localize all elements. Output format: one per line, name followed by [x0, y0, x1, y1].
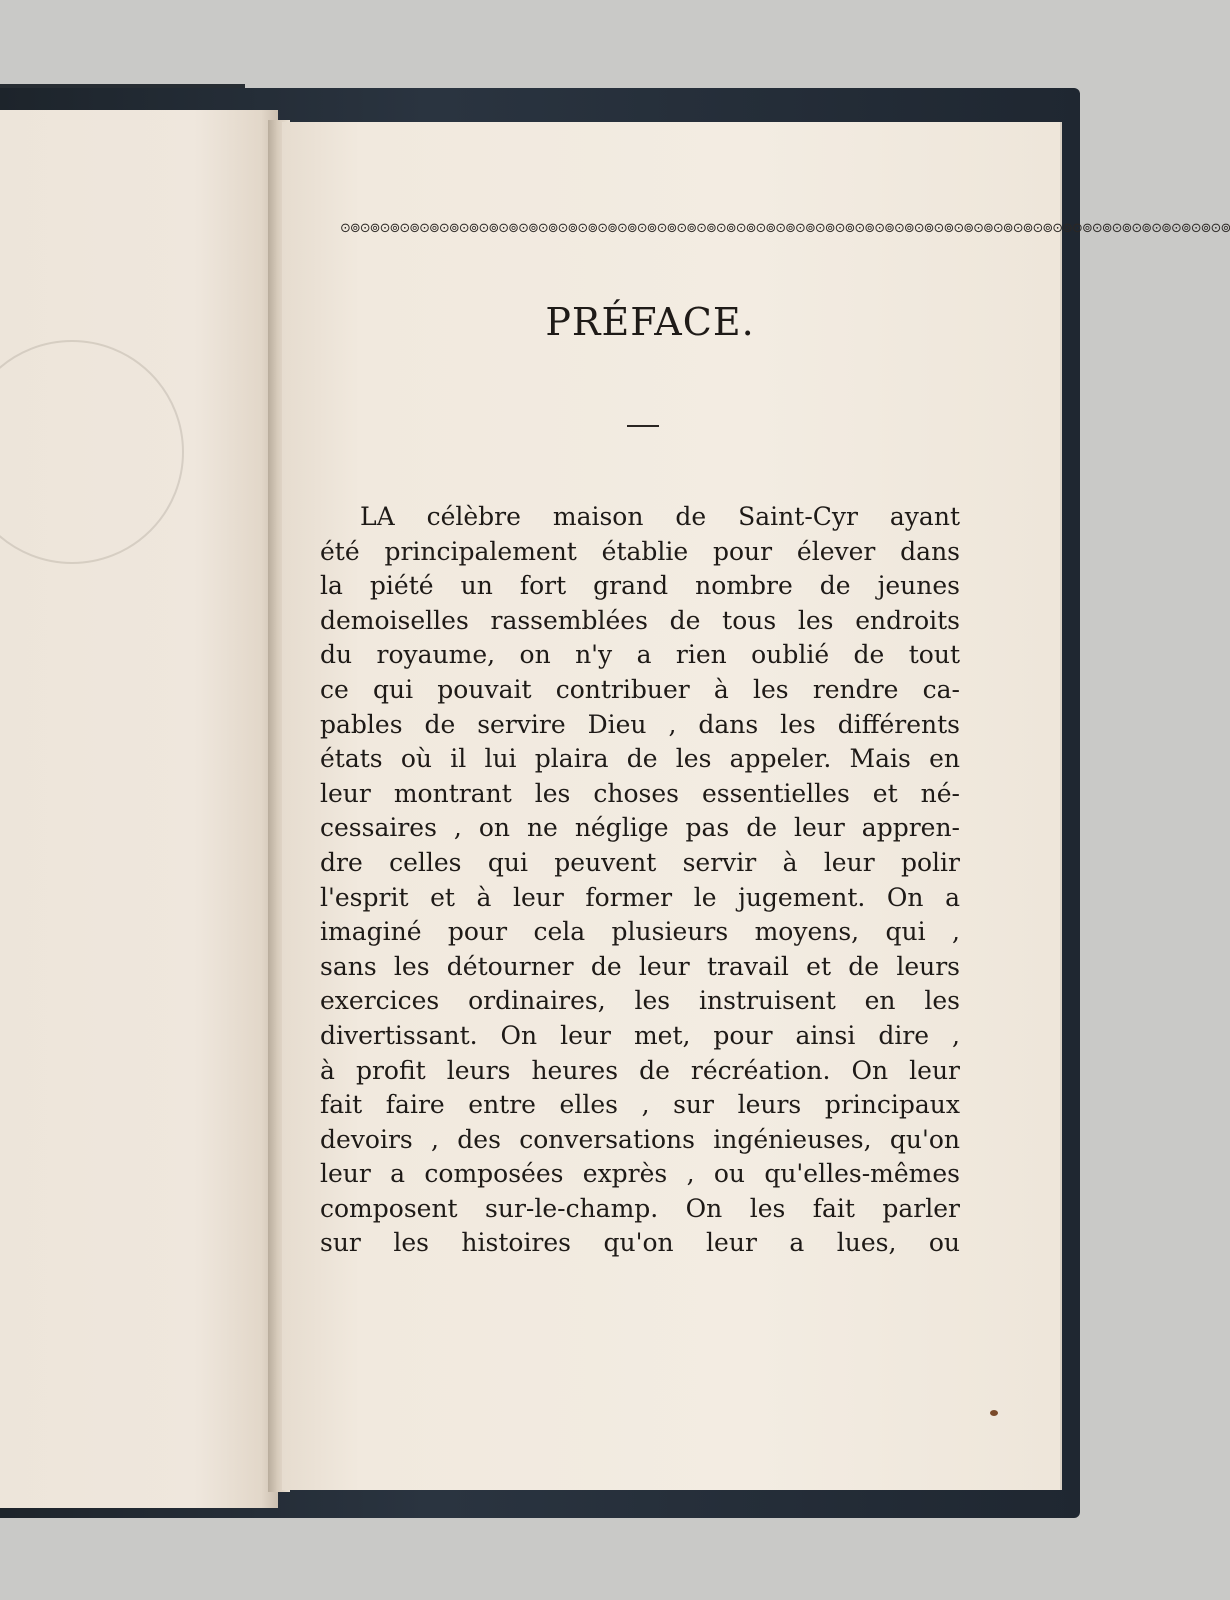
text-line: leur a composées exprès , ou qu'elles-mêmes — [320, 1159, 960, 1189]
text-line: composent sur-le-champ. On les fait parler — [320, 1193, 960, 1223]
text-line: imaginé pour cela plusieurs moyens, qui , — [320, 917, 960, 947]
text-line: leur montrant les choses essentielles et né- — [320, 778, 960, 808]
text-line: l'esprit et à leur former le jugement. On a — [320, 882, 960, 912]
text-line: devoirs , des conversations ingénieuses, qu'on — [320, 1124, 960, 1154]
text-line: sur les histoires qu'on leur a lues, ou — [320, 1228, 960, 1258]
title-rule — [627, 425, 659, 427]
text-line: du royaume, on n'y a rien oublié de tout — [320, 640, 960, 670]
text-line: demoiselles rassemblées de tous les endroits — [320, 605, 960, 635]
preface-text — [320, 500, 960, 1261]
page-title: PRÉFACE. — [545, 300, 755, 344]
bleed-through-seal — [0, 340, 184, 564]
text-line: la piété un fort grand nombre de jeunes — [320, 571, 960, 601]
text-line: ce qui pouvait contribuer à les rendre ca- — [320, 674, 960, 704]
header-ornament: ⊙⊚⊙⊚⊙⊚⊙⊚⊙⊚⊙⊚⊙⊚⊙⊚⊙⊚⊙⊚⊙⊚⊙⊚⊙⊚⊙⊚⊙⊚⊙⊚⊙⊚⊙⊚⊙⊚⊙⊚⊙⊚⊙⊚⊙⊚⊙⊚⊙⊚⊙⊚⊙⊚⊙⊚⊙⊚⊙⊚⊙⊚⊙⊚⊙⊚⊙⊚⊙⊚⊙⊚⊙⊚⊙⊚⊙⊚⊙⊚⊙⊚⊙⊚⊙⊚⊙⊚⊙⊚ — [340, 221, 1230, 236]
text-line: fait faire entre elles , sur leurs principaux — [320, 1090, 960, 1120]
paper-spot — [990, 1410, 998, 1416]
text-line: pables de servire Dieu , dans les différents — [320, 709, 960, 739]
text-line: divertissant. On leur met, pour ainsi dire , — [320, 1020, 960, 1050]
text-line: sans les détourner de leur travail et de leurs — [320, 951, 960, 981]
text-line: à profit leurs heures de récréation. On leur — [320, 1055, 960, 1085]
text-line: été principalement établie pour élever dans — [320, 536, 960, 566]
text-line: exercices ordinaires, les instruisent en les — [320, 986, 960, 1016]
left-page — [0, 110, 278, 1508]
text-line: états où il lui plaira de les appeler. Mais en — [320, 744, 960, 774]
text-line: dre celles qui peuvent servir à leur polir — [320, 847, 960, 877]
text-line: cessaires , on ne néglige pas de leur appren- — [320, 813, 960, 843]
text-line: LA célèbre maison de Saint-Cyr ayant — [360, 502, 960, 531]
